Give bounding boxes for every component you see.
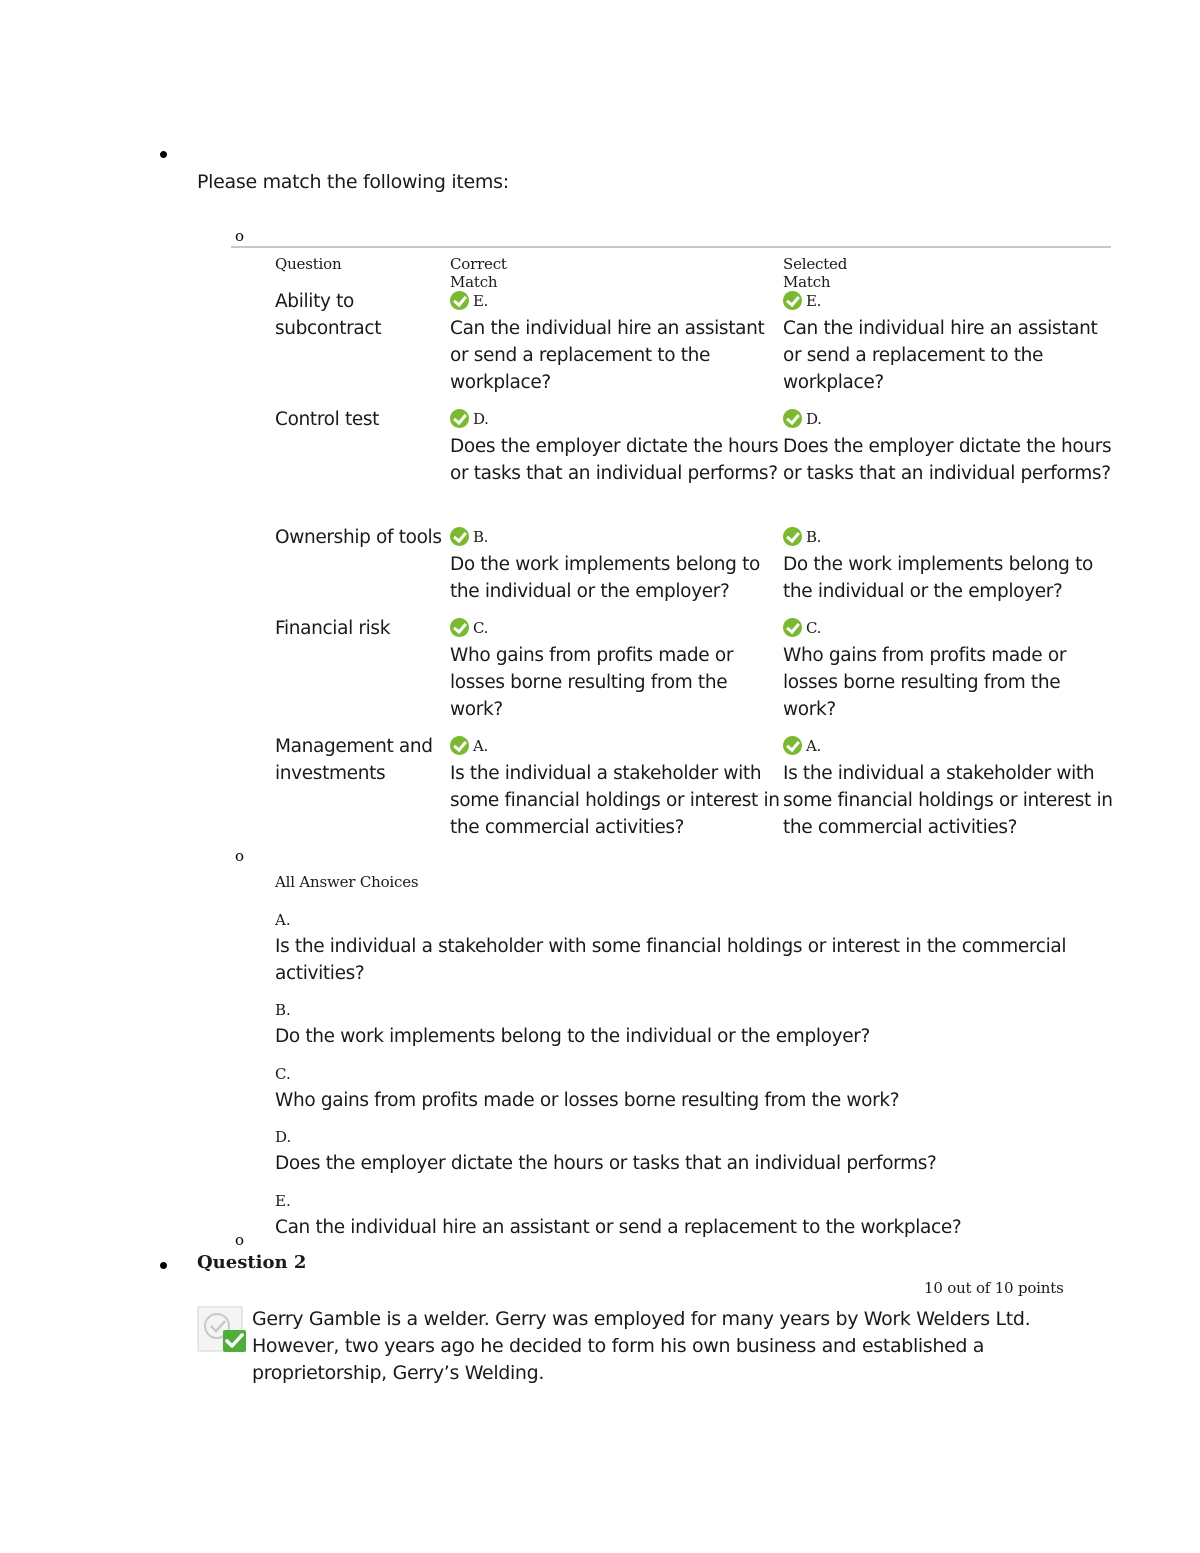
answer-choice xyxy=(275,1125,1105,1177)
answer-choice xyxy=(275,1062,1105,1114)
correct-check-icon xyxy=(783,409,802,428)
sub-list-bullet: o xyxy=(235,227,245,245)
selected-match-cell xyxy=(783,733,1113,841)
match-letter: D. xyxy=(806,410,822,428)
match-letter: E. xyxy=(806,292,822,310)
match-letter: D. xyxy=(473,410,489,428)
correct-check-icon xyxy=(783,291,802,310)
choice-letter: D. xyxy=(275,1128,292,1146)
correct-check-icon xyxy=(783,736,802,755)
answer-choices-title: All Answer Choices xyxy=(275,873,419,891)
selected-match-cell xyxy=(783,615,1113,723)
sub-list-bullet: o xyxy=(235,847,245,865)
points-score: 10 out of 10 points xyxy=(924,1279,1064,1297)
question-2-text: Gerry Gamble is a welder. Gerry was employed for many years by Work Welders Ltd. However, two years ago he decided to form his own business and established a proprietorship, Gerry’s Welding. xyxy=(252,1308,1031,1384)
header-selected-match: Selected Match xyxy=(783,255,848,291)
table-divider xyxy=(231,246,1111,248)
correct-check-icon xyxy=(450,291,469,310)
answer-choice xyxy=(275,1189,1105,1241)
correct-match-cell xyxy=(450,406,780,487)
choice-text: Do the work implements belong to the individual or the employer? xyxy=(275,1026,870,1047)
question-cell: Control test xyxy=(275,409,380,430)
correct-check-icon xyxy=(197,1305,247,1355)
choice-text: Is the individual a stakeholder with some financial holdings or interest in the commercial activities? xyxy=(275,936,1067,984)
match-letter: B. xyxy=(473,528,489,546)
question-prompt: Please match the following items: xyxy=(197,171,509,193)
question-cell: Financial risk xyxy=(275,618,391,639)
correct-check-icon xyxy=(450,618,469,637)
match-letter: C. xyxy=(806,619,822,637)
match-text: Does the employer dictate the hours or tasks that an individual performs? xyxy=(450,436,779,484)
match-letter: E. xyxy=(473,292,489,310)
choice-text: Who gains from profits made or losses borne resulting from the work? xyxy=(275,1090,900,1111)
question-cell: Ability to subcontract xyxy=(275,291,382,339)
question-cell: Management and investments xyxy=(275,736,433,784)
selected-match-cell xyxy=(783,288,1113,396)
correct-match-cell xyxy=(450,288,780,396)
match-letter: A. xyxy=(806,737,821,755)
selected-match-cell xyxy=(783,406,1113,487)
choice-letter: A. xyxy=(275,911,291,929)
correct-match-cell xyxy=(450,733,780,841)
match-text: Do the work implements belong to the individual or the employer? xyxy=(783,554,1093,602)
correct-match-cell xyxy=(450,615,780,723)
sub-list-bullet: o xyxy=(235,1231,245,1249)
answer-choice xyxy=(275,998,1105,1050)
match-text: Can the individual hire an assistant or send a replacement to the workplace? xyxy=(450,318,765,393)
list-bullet xyxy=(160,151,167,158)
correct-check-icon xyxy=(450,409,469,428)
correct-check-icon xyxy=(783,618,802,637)
match-text: Who gains from profits made or losses borne resulting from the work? xyxy=(783,645,1067,720)
correct-match-cell xyxy=(450,524,780,605)
match-text: Is the individual a stakeholder with some financial holdings or interest in the commercial activities? xyxy=(450,763,780,838)
correct-check-icon xyxy=(450,527,469,546)
list-bullet xyxy=(160,1262,167,1269)
match-text: Who gains from profits made or losses borne resulting from the work? xyxy=(450,645,734,720)
header-correct-match: Correct Match xyxy=(450,255,507,291)
match-text: Is the individual a stakeholder with some financial holdings or interest in the commercial activities? xyxy=(783,763,1113,838)
selected-match-cell xyxy=(783,524,1113,605)
choice-letter: C. xyxy=(275,1065,291,1083)
header-question: Question xyxy=(275,255,342,273)
correct-check-icon xyxy=(450,736,469,755)
question-2-title: Question 2 xyxy=(197,1252,307,1273)
choice-letter: E. xyxy=(275,1192,291,1210)
match-text: Does the employer dictate the hours or tasks that an individual performs? xyxy=(783,436,1112,484)
match-letter: A. xyxy=(473,737,488,755)
match-letter: C. xyxy=(473,619,489,637)
correct-check-icon xyxy=(783,527,802,546)
match-text: Can the individual hire an assistant or send a replacement to the workplace? xyxy=(783,318,1098,393)
answer-choice xyxy=(275,908,1105,987)
choice-text: Can the individual hire an assistant or send a replacement to the workplace? xyxy=(275,1217,962,1238)
match-letter: B. xyxy=(806,528,822,546)
match-text: Do the work implements belong to the individual or the employer? xyxy=(450,554,760,602)
question-cell: Ownership of tools xyxy=(275,527,442,548)
choice-text: Does the employer dictate the hours or tasks that an individual performs? xyxy=(275,1153,937,1174)
choice-letter: B. xyxy=(275,1001,291,1019)
answer-choices xyxy=(275,873,1115,1238)
